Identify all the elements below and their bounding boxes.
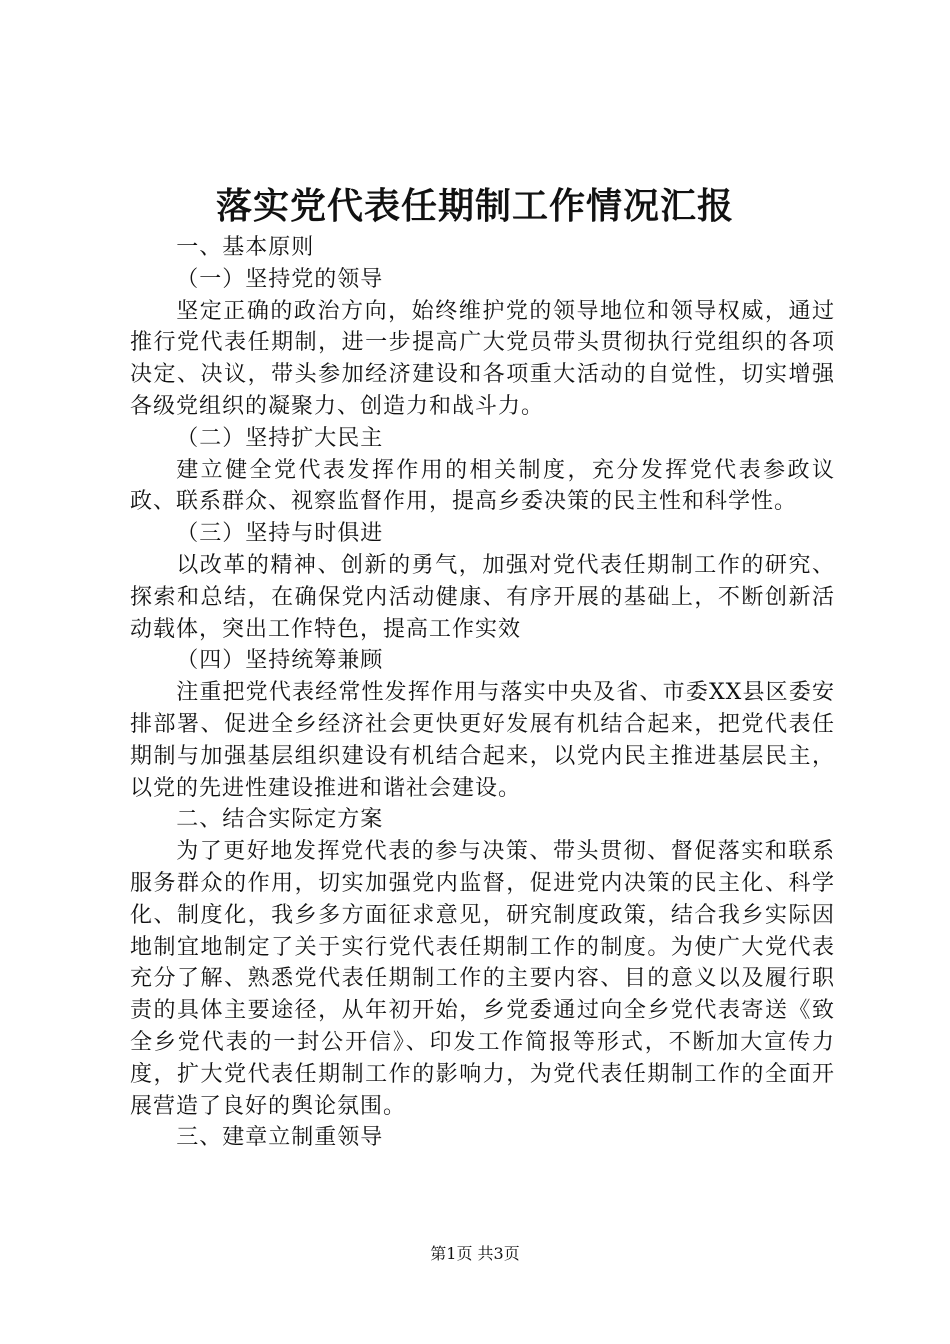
document-body [130,232,835,1154]
section-heading: 二、结合实际定方案 [176,807,384,833]
subsection-heading: （二）坚持扩大民主 [176,425,384,451]
paragraph: 注重把党代表经常性发挥作用与落实中央及省、市委XX县区委安排部署、促进全乡经济社会更快更好发展有机结合起来，把党代表任期制与加强基层组织建设有机结合起来，以党内民主推进基层民主，以党的先进性建设推进和谐社会建设。 [130,680,835,801]
subsection-heading: （一）坚持党的领导 [176,266,384,292]
page-footer: 第1页 共3页 [430,1244,520,1263]
section-heading: 一、基本原则 [176,235,315,260]
document-title: 落实党代表任期制工作情况汇报 [215,185,734,227]
subsection-heading: （四）坚持统筹兼顾 [176,648,384,674]
subsection-heading: （三）坚持与时俱进 [176,521,384,547]
section-heading: 三、建章立制重领导 [176,1125,384,1151]
paragraph: 以改革的精神、创新的勇气，加强对党代表任期制工作的研究、探索和总结，在确保党内活动健康、有序开展的基础上，不断创新活动载体，突出工作特色，提高工作实效 [130,552,835,642]
paragraph: 坚定正确的政治方向，始终维护党的领导地位和领导权威，通过推行党代表任期制，进一步提高广大党员带头贯彻执行党组织的各项决定、决议，带头参加经济建设和各项重大活动的自觉性，切实增强各级党组织的凝聚力、创造力和战斗力。 [130,298,835,419]
paragraph: 建立健全党代表发挥作用的相关制度，充分发挥党代表参政议政、联系群众、视察监督作用，提高乡委决策的民主性和科学性。 [130,457,835,515]
paragraph: 为了更好地发挥党代表的参与决策、带头贯彻、督促落实和联系服务群众的作用，切实加强党内监督，促进党内决策的民主化、科学化、制度化，我乡多方面征求意见，研究制度政策，结合我乡实际因地制宜地制定了关于实行党代表任期制工作的制度。为使广大党代表充分了解、熟悉党代表任期制工作的主要内容、目的意义以及履行职责的具体主要途径，从年初开始，乡党委通过向全乡党代表寄送《致全乡党代表的一封公开信》、印发工作简报等形式，不断加大宣传力度，扩大党代表任期制工作的影响力，为党代表任期制工作的全面开展营造了良好的舆论氛围。 [130,839,835,1119]
